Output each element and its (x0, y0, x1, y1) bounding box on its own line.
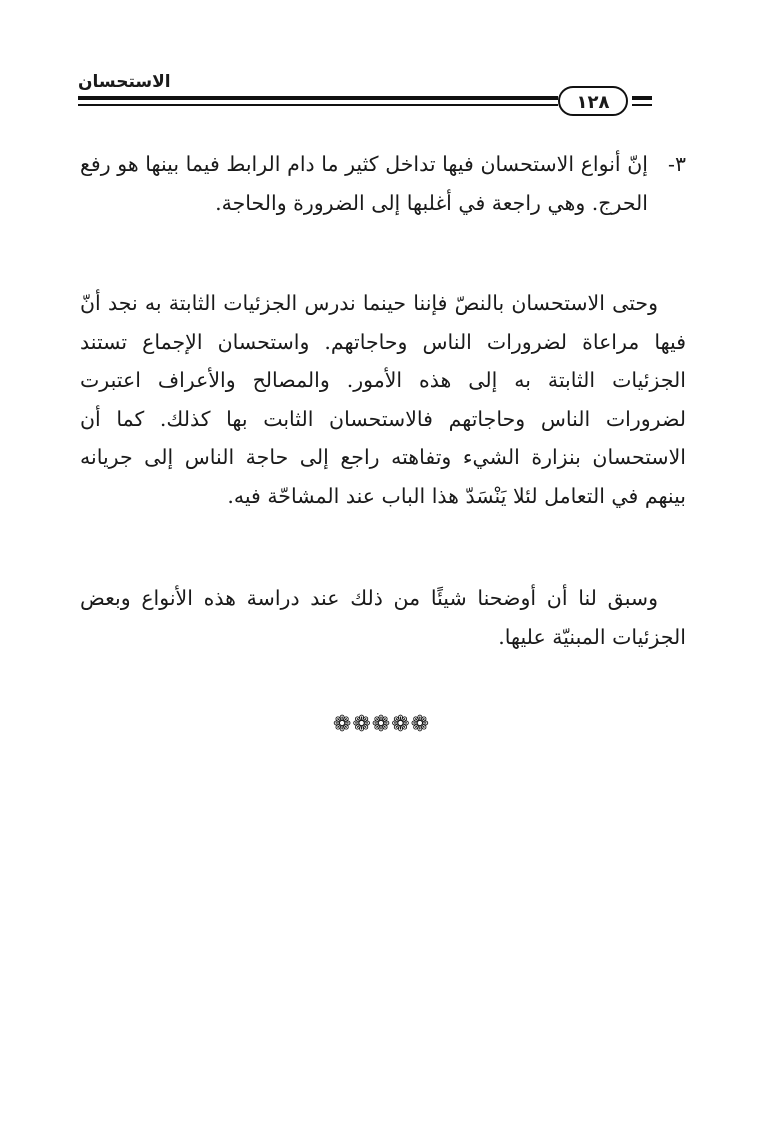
item-number: ٣- (668, 152, 686, 176)
header-rule-right-thin (632, 104, 652, 106)
flower-ornament-icon: ❁❁❁❁❁ (332, 712, 431, 737)
header-rule-thin (78, 104, 558, 106)
numbered-item-3 (80, 145, 686, 222)
item-text: إنّ أنواع الاستحسان فيها تداخل كثير ما دام الرابط فيما بينها هو رفع الحرج. وهي راجعة في أغلبها إلى الضرورة والحاجة. (80, 152, 648, 215)
page-number: ١٢٨ (558, 86, 628, 116)
paragraph-1: وحتى الاستحسان بالنصّ فإننا حينما ندرس الجزئيات الثابتة به نجد أنّ فيها مراعاة لضرورات الناس وحاجاتهم. واستحسان الإجماع تستند الجزئيات الثابتة به إلى هذه الأمور. والمصالح والأعراف اعتبرت لضرورات الناس وحاجاتهم فالاستحسان الثابت بها كذلك. كما أن الاستحسان بنزارة الشيء وتفاهته راجع إلى حاجة الناس إلى جريانه بينهم في التعامل لئلا يَنْسَدّ هذا الباب عند المشاحّة فيه. (80, 291, 686, 508)
header-rule-right-thick (632, 96, 652, 100)
header-rule-thick (78, 96, 558, 100)
paragraph-2: وسبق لنا أن أوضحنا شيئًا من ذلك عند دراسة هذه الأنواع وبعض الجزئيات المبنيّة عليها. (80, 586, 686, 649)
running-title: الاستحسان (78, 72, 171, 92)
